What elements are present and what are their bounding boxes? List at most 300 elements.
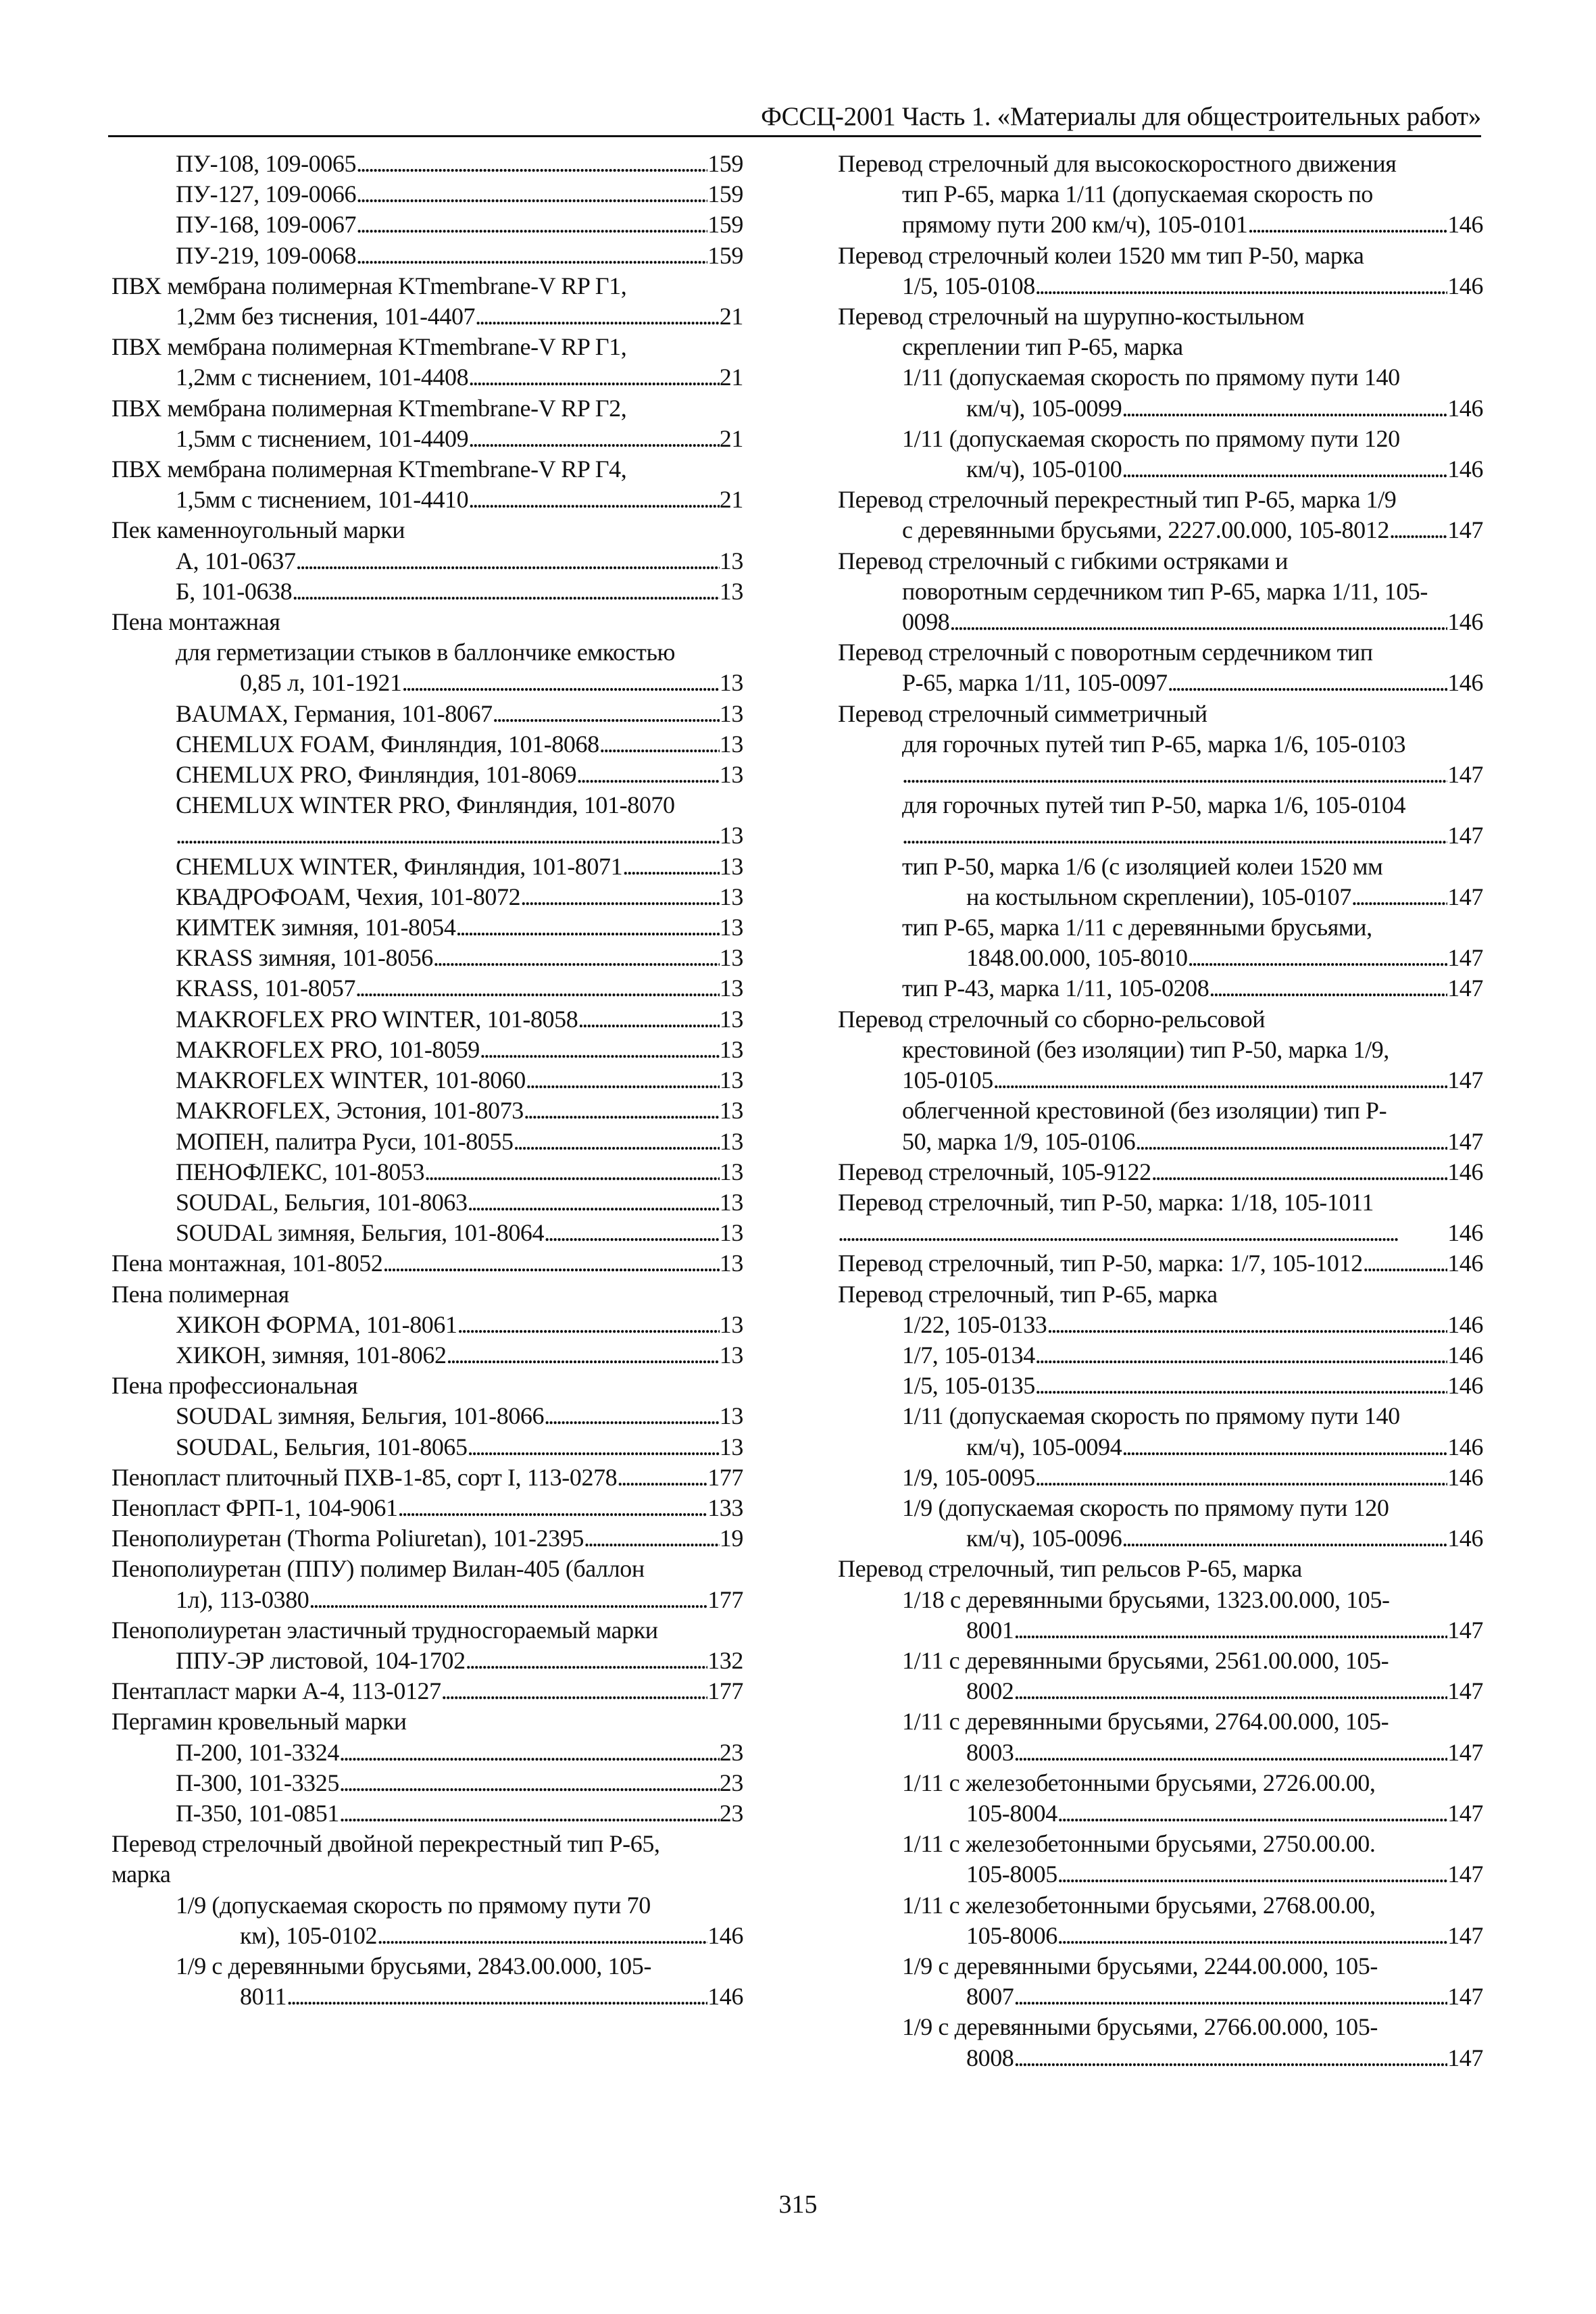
index-entry: 1/11 (допускаемая скорость по прямому пути 140: [902, 364, 1400, 391]
index-entry: тип Р-50, марка 1/6 (с изоляцией колеи 1520 мм: [902, 852, 1383, 880]
entry-text: 1/5, 105-0135: [902, 1372, 1035, 1400]
dot-leader: [1151, 1157, 1447, 1187]
entry-page-ref: 13: [719, 883, 743, 910]
entry-text: ПУ-219, 109-0068: [176, 241, 357, 269]
index-entry: [111, 1004, 743, 1035]
entry-text: Пентапласт марки А-4, 113-0127: [111, 1677, 441, 1705]
entry-page-ref: 146: [1447, 456, 1483, 483]
entry-text: ПУ-168, 109-0067: [176, 211, 357, 239]
entry-text: 0,85 л, 101-1921: [240, 669, 402, 697]
index-entry: [838, 943, 1483, 973]
entry-page-ref: 13: [719, 914, 743, 941]
index-entry: Перевод стрелочный перекрестный тип Р-65, марка 1/9: [838, 486, 1397, 514]
entry-text: км/ч), 105-0100: [966, 456, 1122, 483]
entry-page-ref: 13: [719, 944, 743, 972]
index-entry: Пек каменноугольный марки: [111, 516, 405, 544]
index-entry: [111, 576, 743, 607]
dot-leader: [309, 1585, 707, 1615]
dot-leader: [356, 179, 707, 210]
index-entry: ПВХ мембрана полимерная KTmembrane-V RP Г1,: [111, 333, 627, 361]
entry-page-ref: 13: [719, 1341, 743, 1369]
entry-text: MAKROFLEX PRO WINTER, 101-8058: [176, 1005, 578, 1033]
dot-leader: [1057, 1921, 1447, 1951]
index-entry: крестовиной (без изоляции) тип Р-50, марка 1/9,: [902, 1035, 1389, 1063]
entry-text: КИМТЕК зимняя, 101-8054: [176, 914, 456, 941]
dot-leader: [1389, 515, 1447, 545]
dot-leader: [599, 729, 720, 760]
index-entry: Перевод стрелочный колеи 1520 мм тип Р-50, марка: [838, 241, 1364, 269]
entry-page-ref: 146: [1447, 1310, 1483, 1338]
index-entry: [838, 454, 1483, 485]
dot-leader: [544, 1218, 720, 1248]
entry-page-ref: 146: [1447, 608, 1483, 636]
dot-leader: [447, 1340, 720, 1371]
entry-page-ref: 23: [719, 1799, 743, 1827]
entry-text: 105-8005: [966, 1861, 1057, 1888]
dot-leader: [296, 546, 720, 576]
index-entry: [838, 820, 1483, 851]
index-entry: Перевод стрелочный двойной перекрестный тип Р-65,: [111, 1830, 660, 1858]
index-entry: 1/11 с деревянными брусьями, 2561.00.000, 105-: [902, 1646, 1389, 1674]
dot-leader: [838, 1218, 1447, 1248]
index-entry: Перевод стрелочный симметричный: [838, 699, 1207, 727]
index-entry: ПВХ мембрана полимерная KTmembrane-V RP Г4,: [111, 456, 627, 483]
entry-page-ref: 159: [707, 150, 743, 177]
entry-page-ref: 177: [707, 1463, 743, 1491]
index-entry: [111, 1310, 743, 1340]
entry-page-ref: 147: [1447, 975, 1483, 1002]
entry-page-ref: 133: [707, 1494, 743, 1521]
entry-text: MAKROFLEX, Эстония, 101-8073: [176, 1097, 524, 1125]
dot-leader: [1057, 1798, 1447, 1829]
dot-leader: [441, 1676, 707, 1706]
entry-page-ref: 146: [1447, 1525, 1483, 1552]
page-number: 315: [778, 2190, 818, 2219]
index-entry: 1/11 с железобетонными брусьями, 2768.00.00,: [902, 1891, 1376, 1919]
entry-page-ref: 177: [707, 1677, 743, 1705]
index-entry: Пенополиуретан (ППУ) полимер Вилан-405 (баллон: [111, 1555, 645, 1583]
dot-leader: [1014, 1615, 1447, 1646]
entry-page-ref: 147: [1447, 1127, 1483, 1155]
index-entry: 1/11 с железобетонными брусьями, 2726.00.00,: [902, 1769, 1376, 1796]
entry-page-ref: 146: [1447, 1372, 1483, 1400]
index-entry: [111, 424, 743, 454]
index-entry: [111, 973, 743, 1004]
entry-page-ref: 146: [1447, 1463, 1483, 1491]
dot-leader: [1035, 1340, 1447, 1371]
entry-text: 50, марка 1/9, 105-0106: [902, 1127, 1136, 1155]
entry-page-ref: 147: [1447, 1921, 1483, 1949]
index-entry: [111, 301, 743, 332]
index-entry: 1/9 (допускаемая скорость по прямому пути 70: [176, 1891, 651, 1919]
index-entry: [838, 1248, 1483, 1279]
dot-leader: [622, 852, 720, 882]
dot-leader: [1363, 1248, 1448, 1279]
entry-text: МОПЕН, палитра Руси, 101-8055: [176, 1127, 514, 1155]
index-entry: Перевод стрелочный на шурупно-костыльном: [838, 303, 1305, 330]
entry-text: А, 101-0637: [176, 547, 296, 574]
dot-leader: [1014, 1981, 1447, 2012]
index-entry: [838, 882, 1483, 912]
index-entry: [111, 1585, 743, 1615]
dot-leader: [286, 1981, 707, 2012]
dot-leader: [398, 1493, 708, 1523]
index-entry: Пенополиуретан эластичный трудносгораемый марки: [111, 1616, 658, 1644]
entry-page-ref: 146: [1447, 1158, 1483, 1185]
entry-text: 8002: [966, 1677, 1014, 1705]
entry-page-ref: 147: [1447, 516, 1483, 544]
index-entry: тип Р-65, марка 1/11 (допускаемая скорость по: [902, 180, 1373, 208]
dot-leader: [382, 1248, 719, 1279]
entry-text: 1л), 113-0380: [176, 1585, 309, 1613]
dot-leader: [1188, 943, 1448, 973]
dot-leader: [356, 241, 707, 271]
entry-text: Пена монтажная, 101-8052: [111, 1250, 383, 1277]
entry-text: Пенополиуретан (Thorma Poliuretan), 101-2395: [111, 1525, 584, 1552]
entry-text: км/ч), 105-0094: [966, 1433, 1122, 1460]
entry-page-ref: 23: [719, 1769, 743, 1796]
dot-leader: [176, 820, 720, 851]
dot-leader: [1351, 882, 1447, 912]
index-entry: [111, 1462, 743, 1493]
dot-leader: [584, 1523, 720, 1554]
entry-text: 1,2мм с тиснением, 101-4408: [176, 364, 469, 391]
entry-page-ref: 13: [719, 1433, 743, 1460]
entry-page-ref: 147: [1447, 1983, 1483, 2011]
index-entry: 1/11 (допускаемая скорость по прямому пути 120: [902, 424, 1400, 452]
index-entry: [838, 1157, 1483, 1187]
entry-page-ref: 147: [1447, 1799, 1483, 1827]
index-entry: [111, 1248, 743, 1279]
index-entry: [838, 1859, 1483, 1890]
entry-page-ref: 13: [719, 822, 743, 850]
entry-page-ref: 19: [719, 1525, 743, 1552]
index-entry: [838, 1738, 1483, 1768]
index-entry: [111, 1401, 743, 1431]
entry-text: Пенопласт ФРП-1, 104-9061: [111, 1494, 398, 1521]
entry-text: KRASS зимняя, 101-8056: [176, 944, 433, 972]
entry-page-ref: 21: [719, 486, 743, 514]
header-rule: [108, 135, 1481, 137]
dot-leader: [377, 1921, 707, 1951]
index-entry: Перевод стрелочный, тип Р-65, марка: [838, 1280, 1218, 1308]
entry-text: 1,5мм с тиснением, 101-4409: [176, 424, 469, 452]
dot-leader: [578, 1004, 719, 1035]
dot-leader: [292, 576, 720, 607]
entry-page-ref: 146: [1447, 1250, 1483, 1277]
entry-text: SOUDAL зимняя, Бельгия, 101-8064: [176, 1219, 545, 1247]
entry-page-ref: 147: [1447, 1677, 1483, 1705]
entry-text: 8007: [966, 1983, 1014, 2011]
entry-page-ref: 146: [707, 1983, 743, 2011]
entry-page-ref: 147: [1447, 944, 1483, 972]
entry-page-ref: 13: [719, 1035, 743, 1063]
entry-text: CHEMLUX PRO, Финляндия, 101-8069: [176, 761, 577, 789]
dot-leader: [524, 1096, 720, 1126]
index-entry: 1/18 с деревянными брусьями, 1323.00.000, 105-: [902, 1585, 1390, 1613]
index-entry: [838, 1676, 1483, 1706]
dot-leader: [455, 912, 719, 943]
entry-text: CHEMLUX FOAM, Финляндия, 101-8068: [176, 730, 599, 758]
entry-page-ref: 13: [719, 730, 743, 758]
dot-leader: [617, 1462, 707, 1493]
entry-text: П-350, 101-0851: [176, 1799, 339, 1827]
index-entry: Пена монтажная: [111, 608, 280, 636]
entry-text: 1/5, 105-0108: [902, 272, 1035, 299]
entry-text: ПЕНОФЛЕКС, 101-8053: [176, 1158, 425, 1185]
index-entry: [111, 179, 743, 210]
dot-leader: [355, 973, 720, 1004]
entry-page-ref: 13: [719, 1219, 743, 1247]
dot-leader: [356, 149, 707, 179]
entry-text: MAKROFLEX PRO, 101-8059: [176, 1035, 480, 1063]
dot-leader: [339, 1738, 720, 1768]
entry-text: ХИКОН, зимняя, 101-8062: [176, 1341, 447, 1369]
index-entry: [838, 1981, 1483, 2012]
dot-leader: [1122, 454, 1447, 485]
index-entry: [111, 1493, 743, 1523]
entry-text: П-200, 101-3324: [176, 1738, 339, 1766]
dot-leader: [339, 1768, 720, 1798]
index-entry: [111, 1646, 743, 1676]
index-entry: 1/9 с деревянными брусьями, 2843.00.000, 105-: [176, 1952, 651, 1979]
index-entry: [838, 1462, 1483, 1493]
index-entry: [111, 1738, 743, 1768]
index-entry: [111, 241, 743, 271]
index-entry: Пена полимерная: [111, 1280, 289, 1308]
dot-leader: [576, 760, 720, 790]
entry-page-ref: 147: [1447, 1861, 1483, 1888]
index-entry: [838, 515, 1483, 545]
dot-leader: [1168, 668, 1447, 698]
dot-leader: [480, 1035, 720, 1065]
entry-page-ref: 147: [1447, 1738, 1483, 1766]
dot-leader: [544, 1401, 720, 1431]
entry-text: Р-65, марка 1/11, 105-0097: [902, 669, 1168, 697]
dot-leader: [433, 943, 720, 973]
index-entry: [838, 1065, 1483, 1096]
dot-leader: [1135, 1127, 1447, 1157]
index-entry: Пергамин кровельный марки: [111, 1708, 407, 1736]
index-entry: [838, 1127, 1483, 1157]
index-entry: [838, 1615, 1483, 1646]
index-entry: [838, 271, 1483, 301]
entry-text: SOUDAL зимняя, Бельгия, 101-8066: [176, 1402, 545, 1430]
index-entry: [111, 668, 743, 698]
index-entry: [111, 1676, 743, 1706]
index-entry: 1/11 с деревянными брусьями, 2764.00.000, 105-: [902, 1708, 1389, 1736]
index-entry: [111, 1340, 743, 1371]
entry-page-ref: 13: [719, 1066, 743, 1094]
dot-leader: [468, 1187, 720, 1218]
dot-leader: [468, 1432, 720, 1462]
entry-text: км/ч), 105-0096: [966, 1525, 1122, 1552]
entry-page-ref: 13: [719, 669, 743, 697]
entry-text: 1/22, 105-0133: [902, 1310, 1047, 1338]
index-entry: [111, 1921, 743, 1951]
index-entry: ПВХ мембрана полимерная KTmembrane-V RP Г2,: [111, 394, 627, 422]
dot-leader: [1122, 393, 1447, 424]
entry-page-ref: 13: [719, 577, 743, 605]
index-entry: [838, 668, 1483, 698]
entry-page-ref: 13: [719, 1402, 743, 1430]
entry-text: 1/9, 105-0095: [902, 1463, 1035, 1491]
entry-page-ref: 159: [707, 211, 743, 239]
entry-page-ref: 13: [719, 547, 743, 574]
entry-page-ref: 147: [1447, 1066, 1483, 1094]
index-entry: Пена профессиональная: [111, 1372, 358, 1400]
entry-page-ref: 146: [1447, 394, 1483, 422]
dot-leader: [468, 424, 720, 454]
index-entry: [838, 1310, 1483, 1340]
dot-leader: [1035, 271, 1447, 301]
entry-page-ref: 13: [719, 975, 743, 1002]
entry-page-ref: 147: [1447, 822, 1483, 850]
entry-text: прямому пути 200 км/ч), 105-0101: [902, 211, 1248, 239]
entry-page-ref: 159: [707, 180, 743, 208]
index-entry: для горочных путей тип Р-50, марка 1/6, 105-0104: [902, 791, 1406, 819]
entry-page-ref: 13: [719, 1188, 743, 1216]
index-column-left: [111, 149, 743, 2012]
entry-text: Б, 101-0638: [176, 577, 293, 605]
dot-leader: [457, 1310, 720, 1340]
index-entry: [111, 1157, 743, 1187]
entry-page-ref: 147: [1447, 2044, 1483, 2071]
dot-leader: [902, 820, 1447, 851]
entry-text: Перевод стрелочный, 105-9122: [838, 1158, 1151, 1185]
dot-leader: [468, 485, 720, 515]
index-entry: [111, 1187, 743, 1218]
index-entry: Перевод стрелочный с поворотным сердечником тип: [838, 639, 1373, 666]
dot-leader: [1057, 1859, 1447, 1890]
entry-page-ref: 146: [707, 1921, 743, 1949]
entry-page-ref: 146: [1447, 669, 1483, 697]
entry-page-ref: 13: [719, 852, 743, 880]
entry-text: 1/7, 105-0134: [902, 1341, 1035, 1369]
dot-leader: [424, 1157, 720, 1187]
entry-text: SOUDAL, Бельгия, 101-8063: [176, 1188, 468, 1216]
index-entry: ПВХ мембрана полимерная KTmembrane-V RP Г1,: [111, 272, 627, 299]
index-entry: Перевод стрелочный, тип Р-50, марка: 1/18, 105-1011: [838, 1188, 1374, 1216]
running-header: ФССЦ-2001 Часть 1. «Материалы для общестроительных работ»: [761, 102, 1481, 131]
index-entry: Перевод стрелочный с гибкими остряками и: [838, 547, 1288, 574]
index-entry: марка: [111, 1861, 171, 1888]
index-entry: [838, 973, 1483, 1004]
entry-page-ref: 159: [707, 241, 743, 269]
dot-leader: [1122, 1523, 1447, 1554]
entry-page-ref: 13: [719, 761, 743, 789]
index-entry: поворотным сердечником тип Р-65, марка 1/11, 105-: [902, 577, 1428, 605]
index-entry: [111, 1127, 743, 1157]
dot-leader: [1014, 2043, 1447, 2073]
entry-text: Перевод стрелочный, тип Р-50, марка: 1/7, 105-1012: [838, 1250, 1363, 1277]
entry-text: 105-8004: [966, 1799, 1057, 1827]
index-entry: тип Р-65, марка 1/11 с деревянными брусьями,: [902, 914, 1372, 941]
index-entry: [111, 149, 743, 179]
entry-text: ППУ-ЭР листовой, 104-1702: [176, 1646, 466, 1674]
index-entry: [838, 760, 1483, 790]
index-entry: 1/9 с деревянными брусьями, 2766.00.000, 105-: [902, 2013, 1378, 2041]
index-entry: 1/9 с деревянными брусьями, 2244.00.000, 105-: [902, 1952, 1378, 1979]
index-entry: [838, 1798, 1483, 1829]
entry-page-ref: 146: [1447, 1433, 1483, 1460]
entry-page-ref: 13: [719, 1127, 743, 1155]
entry-text: КВАДРОФОАМ, Чехия, 101-8072: [176, 883, 521, 910]
index-entry: 1/9 (допускаемая скорость по прямому пути 120: [902, 1494, 1389, 1521]
index-entry: [111, 1981, 743, 2012]
entry-text: 105-0105: [902, 1066, 993, 1094]
dot-leader: [468, 362, 720, 393]
index-entry: [111, 1432, 743, 1462]
entry-text: км), 105-0102: [240, 1921, 378, 1949]
entry-page-ref: 132: [707, 1646, 743, 1674]
entry-text: 8011: [240, 1983, 287, 2011]
entry-page-ref: 13: [719, 1310, 743, 1338]
entry-page-ref: 21: [719, 364, 743, 391]
index-entry: [111, 1218, 743, 1248]
dot-leader: [526, 1065, 720, 1096]
dot-leader: [493, 699, 720, 729]
index-entry: облегченной крестовиной (без изоляции) тип Р-: [902, 1097, 1387, 1125]
entry-page-ref: 13: [719, 1005, 743, 1033]
index-entry: [838, 1218, 1483, 1248]
dot-leader: [475, 301, 720, 332]
index-entry: [838, 210, 1483, 240]
index-entry: Перевод стрелочный со сборно-рельсовой: [838, 1005, 1266, 1033]
index-entry: [111, 729, 743, 760]
entry-text: 1,2мм без тиснения, 101-4407: [176, 303, 476, 330]
index-entry: для горочных путей тип Р-65, марка 1/6, 105-0103: [902, 730, 1406, 758]
index-entry: [111, 485, 743, 515]
index-entry: Перевод стрелочный, тип рельсов Р-65, марка: [838, 1555, 1302, 1583]
index-entry: [111, 1035, 743, 1065]
dot-leader: [1122, 1432, 1447, 1462]
entry-page-ref: 146: [1447, 211, 1483, 239]
entry-text: км/ч), 105-0099: [966, 394, 1122, 422]
index-entry: [111, 546, 743, 576]
index-entry: [111, 852, 743, 882]
entry-page-ref: 13: [719, 699, 743, 727]
index-entry: 1/11 (допускаемая скорость по прямому пути 140: [902, 1402, 1400, 1430]
entry-text: П-300, 101-3325: [176, 1769, 339, 1796]
dot-leader: [402, 668, 720, 698]
index-entry: [838, 1432, 1483, 1462]
index-entry: [838, 1523, 1483, 1554]
index-entry: [111, 1096, 743, 1126]
index-entry: CHEMLUX WINTER PRO, Финляндия, 101-8070: [176, 791, 675, 819]
dot-leader: [1047, 1310, 1447, 1340]
dot-leader: [1035, 1462, 1447, 1493]
index-entry: [111, 912, 743, 943]
entry-page-ref: 146: [1447, 272, 1483, 299]
entry-text: ХИКОН ФОРМА, 101-8061: [176, 1310, 457, 1338]
dot-leader: [902, 760, 1447, 790]
index-column-right: [838, 149, 1483, 2073]
entry-text: 105-8006: [966, 1921, 1057, 1949]
entry-text: ПУ-108, 109-0065: [176, 150, 357, 177]
dot-leader: [514, 1127, 720, 1157]
entry-text: ПУ-127, 109-0066: [176, 180, 357, 208]
entry-page-ref: 147: [1447, 883, 1483, 910]
entry-text: 1848.00.000, 105-8010: [966, 944, 1188, 972]
index-entry: [838, 2043, 1483, 2073]
entry-text: 8001: [966, 1616, 1014, 1644]
index-entry: [111, 362, 743, 393]
dot-leader: [1014, 1676, 1447, 1706]
dot-leader: [339, 1798, 720, 1829]
index-entry: [111, 1523, 743, 1554]
entry-page-ref: 177: [707, 1585, 743, 1613]
